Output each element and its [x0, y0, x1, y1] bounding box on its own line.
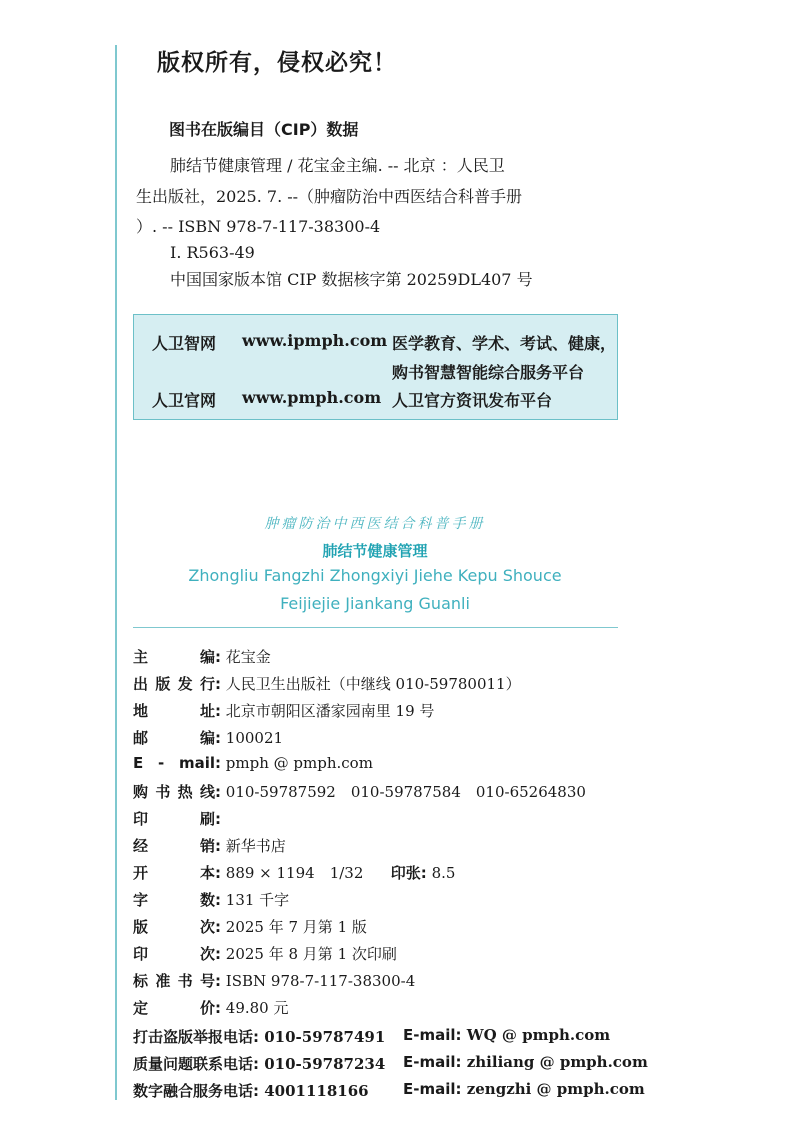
contact-row: 数字融合服务电话: 4001118166 E-mail: zengzhi @ pmph.com — [133, 1080, 645, 1100]
platform-url-link[interactable]: www.pmph.com — [242, 388, 382, 407]
info-label: 邮 编 — [133, 729, 215, 747]
contact-phone: 4001118166 — [264, 1082, 369, 1100]
info-value: 2025 年 7 月第 1 版 — [225, 918, 367, 936]
series-name: 肿瘤防治中西医结合科普手册 — [264, 516, 486, 532]
platform-info-box — [133, 314, 618, 420]
info-value: 010-59787592 010-59787584 010-65264830 — [225, 783, 586, 801]
contact-phone: 010-59787234 — [264, 1055, 386, 1073]
copyright-notice: 版权所有，侵权必究！ — [157, 50, 397, 76]
info-value: 花宝金 — [225, 648, 271, 666]
info-label: 定 价 — [133, 999, 215, 1017]
info-label: 主 编 — [133, 648, 215, 666]
info-label: 出版发行 — [133, 675, 215, 693]
info-value: 100021 — [225, 729, 284, 747]
info-value: 131 千字 — [225, 891, 290, 909]
contact-email-link[interactable]: zengzhi @ pmph.com — [466, 1080, 645, 1098]
cip-line: Ⅰ. R563-49 — [170, 243, 255, 262]
platform-description: 购书智慧智能综合服务平台 — [392, 363, 585, 382]
info-label: 版 次 — [133, 918, 215, 936]
section-divider — [133, 627, 618, 628]
info-value: 889 × 1194 1/32 — [225, 864, 364, 882]
cip-title: 图书在版编目（CIP）数据 — [169, 120, 359, 139]
info-row: 购书热线: 010-59787592 010-59787584 010-65264830 — [133, 783, 586, 801]
info-row: 开 本: 889 × 1194 1/32 印张: 8.5 — [133, 864, 456, 882]
info-label: E - mail — [133, 754, 215, 772]
info-value: 人民卫生出版社（中继线 010-59780011） — [225, 675, 521, 693]
contact-label: 质量问题联系电话 — [133, 1055, 254, 1073]
contact-label: 数字融合服务电话 — [133, 1082, 254, 1100]
info-label: 印张 — [390, 864, 421, 882]
contact-email-link[interactable]: WQ @ pmph.com — [466, 1026, 611, 1044]
info-label: 经 销 — [133, 837, 215, 855]
email-label: E-mail — [403, 1053, 456, 1071]
platform-url-link[interactable]: www.ipmph.com — [242, 331, 388, 350]
info-row: 主 编: 花宝金 — [133, 648, 271, 666]
info-row: 标准书号: ISBN 978-7-117-38300-4 — [133, 972, 416, 990]
info-row: 出版发行: 人民卫生出版社（中继线 010-59780011） — [133, 675, 521, 693]
info-row: E - mail: pmph @ pmph.com — [133, 754, 373, 772]
info-value: 49.80 元 — [225, 999, 289, 1017]
info-label: 印 刷 — [133, 810, 215, 828]
cip-line: 中国国家版本馆 CIP 数据核字第 20259DL407 号 — [170, 270, 533, 289]
contact-row: 质量问题联系电话: 010-59787234 E-mail: zhiliang @ pmph.com — [133, 1053, 648, 1073]
info-value: 2025 年 8 月第 1 次印刷 — [225, 945, 397, 963]
info-label: 标准书号 — [133, 972, 215, 990]
title-pinyin: Feijiejie Jiankang Guanli — [280, 594, 470, 613]
info-label: 地 址 — [133, 702, 215, 720]
info-value: 新华书店 — [225, 837, 286, 855]
contact-label: 打击盗版举报电话 — [133, 1028, 254, 1046]
platform-name: 人卫智网 — [152, 334, 217, 353]
info-value: pmph @ pmph.com — [225, 754, 373, 772]
info-label: 购书热线 — [133, 783, 215, 801]
cip-line: ）. -- ISBN 978-7-117-38300-4 — [136, 217, 381, 236]
platform-name: 人卫官网 — [152, 391, 217, 410]
book-title: 肺结节健康管理 — [322, 542, 428, 560]
info-value: 北京市朝阳区潘家园南里 19 号 — [225, 702, 435, 720]
email-label: E-mail — [403, 1026, 456, 1044]
platform-description: 人卫官方资讯发布平台 — [392, 391, 553, 410]
info-value: ISBN 978-7-117-38300-4 — [225, 972, 416, 990]
info-row: 印 刷: — [133, 810, 221, 828]
contact-row: 打击盗版举报电话: 010-59787491 E-mail: WQ @ pmph.com — [133, 1026, 611, 1046]
info-row: 地 址: 北京市朝阳区潘家园南里 19 号 — [133, 702, 435, 720]
info-label: 字 数 — [133, 891, 215, 909]
cip-line: 生出版社，2025. 7. --（肿瘤防治中西医结合科普手册 — [136, 187, 523, 206]
platform-description: 医学教育、学术、考试、健康， — [392, 334, 617, 353]
info-row: 字 数: 131 千字 — [133, 891, 290, 909]
email-label: E-mail — [403, 1080, 456, 1098]
info-row: 邮 编: 100021 — [133, 729, 284, 747]
cip-line: 肺结节健康管理 / 花宝金主编. -- 北京 ：人民卫 — [170, 156, 505, 175]
info-row: 定 价: 49.80 元 — [133, 999, 289, 1017]
info-label: 印 次 — [133, 945, 215, 963]
info-row: 经 销: 新华书店 — [133, 837, 286, 855]
contact-phone: 010-59787491 — [264, 1028, 386, 1046]
contact-email-link[interactable]: zhiliang @ pmph.com — [466, 1053, 648, 1071]
info-row: 印 次: 2025 年 8 月第 1 次印刷 — [133, 945, 397, 963]
info-value: 8.5 — [431, 864, 456, 882]
info-row: 版 次: 2025 年 7 月第 1 版 — [133, 918, 367, 936]
info-label: 开 本 — [133, 864, 215, 882]
series-pinyin: Zhongliu Fangzhi Zhongxiyi Jiehe Kepu Shouce — [188, 566, 562, 585]
